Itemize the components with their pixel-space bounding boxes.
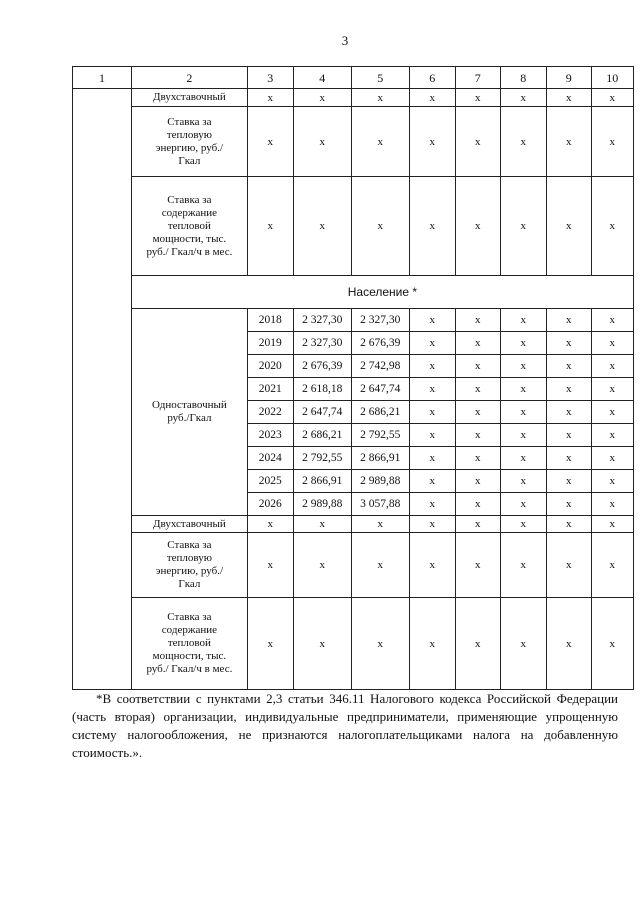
tariff-value: 2 866,91 (351, 447, 409, 470)
table-row (73, 516, 634, 533)
x-cell: х (591, 177, 633, 276)
year-cell: 2022 (247, 401, 293, 424)
x-cell: х (409, 355, 455, 378)
capacity-rate-label: Ставка за содержание тепловой мощности, тыс. руб./ Гкал/ч в мес. (132, 598, 248, 690)
column-header-4: 4 (293, 67, 351, 89)
x-cell: х (500, 533, 546, 598)
x-cell: х (409, 424, 455, 447)
two-part-label: Двухставочный (132, 516, 248, 533)
x-cell: х (409, 332, 455, 355)
x-cell: х (455, 424, 500, 447)
table-row (73, 533, 634, 598)
x-cell: х (500, 470, 546, 493)
column-header-3: 3 (247, 67, 293, 89)
x-cell: х (247, 516, 293, 533)
x-cell: х (546, 309, 591, 332)
x-cell: х (546, 598, 591, 690)
x-cell: х (455, 355, 500, 378)
x-cell: х (591, 424, 633, 447)
tariff-value: 2 327,30 (351, 309, 409, 332)
year-row (73, 309, 634, 332)
x-cell: х (546, 493, 591, 516)
x-cell: х (351, 177, 409, 276)
x-cell: х (351, 598, 409, 690)
x-cell: х (455, 533, 500, 598)
x-cell: х (546, 401, 591, 424)
x-cell: х (455, 309, 500, 332)
tariff-value: 2 647,74 (293, 401, 351, 424)
x-cell: х (500, 424, 546, 447)
column-header-1: 1 (73, 67, 132, 89)
x-cell: х (409, 89, 455, 107)
year-cell: 2025 (247, 470, 293, 493)
tariff-value: 2 792,55 (293, 447, 351, 470)
x-cell: х (455, 177, 500, 276)
year-cell: 2024 (247, 447, 293, 470)
tariff-value: 3 057,88 (351, 493, 409, 516)
merged-column-1 (73, 89, 132, 690)
x-cell: х (546, 355, 591, 378)
tariff-table (72, 66, 634, 690)
header-row (73, 67, 634, 89)
column-header-10: 10 (591, 67, 633, 89)
year-cell: 2021 (247, 378, 293, 401)
x-cell: х (293, 89, 351, 107)
x-cell: х (591, 516, 633, 533)
x-cell: х (546, 332, 591, 355)
x-cell: х (500, 309, 546, 332)
x-cell: х (546, 516, 591, 533)
x-cell: х (409, 533, 455, 598)
x-cell: х (409, 493, 455, 516)
x-cell: х (293, 107, 351, 177)
tariff-value: 2 686,21 (293, 424, 351, 447)
column-header-9: 9 (546, 67, 591, 89)
column-header-6: 6 (409, 67, 455, 89)
tariff-value: 2 989,88 (351, 470, 409, 493)
x-cell: х (293, 598, 351, 690)
x-cell: х (546, 89, 591, 107)
section-row (73, 276, 634, 309)
x-cell: х (409, 447, 455, 470)
x-cell: х (455, 470, 500, 493)
x-cell: х (591, 401, 633, 424)
tariff-value: 2 327,30 (293, 332, 351, 355)
tariff-value: 2 866,91 (293, 470, 351, 493)
x-cell: х (293, 533, 351, 598)
x-cell: х (351, 516, 409, 533)
tariff-value: 2 989,88 (293, 493, 351, 516)
x-cell: х (500, 177, 546, 276)
section-title: Население * (132, 276, 634, 309)
column-header-8: 8 (500, 67, 546, 89)
x-cell: х (500, 447, 546, 470)
table-row (73, 177, 634, 276)
table-row (73, 89, 634, 107)
x-cell: х (591, 378, 633, 401)
footnote-text: *В соответствии с пунктами 2,3 статьи 346.11 Налогового кодекса Российской Федерации (часть вторая) организации, индивидуальные предприниматели, применяющие упрощенную систему налогообложения, не признаются налогоплательщиками налога на добавленную стоимость.». (72, 691, 618, 760)
x-cell: х (591, 533, 633, 598)
x-cell: х (500, 493, 546, 516)
x-cell: х (409, 378, 455, 401)
x-cell: х (546, 447, 591, 470)
year-cell: 2026 (247, 493, 293, 516)
heat-rate-label: Ставка за тепловую энергию, руб./Гкал (132, 533, 248, 598)
x-cell: х (500, 516, 546, 533)
x-cell: х (455, 401, 500, 424)
x-cell: х (351, 89, 409, 107)
year-cell: 2019 (247, 332, 293, 355)
x-cell: х (591, 470, 633, 493)
x-cell: х (351, 533, 409, 598)
x-cell: х (591, 309, 633, 332)
x-cell: х (455, 447, 500, 470)
x-cell: х (455, 598, 500, 690)
tariff-value: 2 618,18 (293, 378, 351, 401)
table-row (73, 107, 634, 177)
x-cell: х (500, 107, 546, 177)
x-cell: х (293, 516, 351, 533)
x-cell: х (591, 107, 633, 177)
tariff-value: 2 792,55 (351, 424, 409, 447)
x-cell: х (409, 177, 455, 276)
x-cell: х (546, 177, 591, 276)
x-cell: х (247, 89, 293, 107)
x-cell: х (546, 107, 591, 177)
heat-rate-label: Ставка за тепловую энергию, руб./Гкал (132, 107, 248, 177)
tariff-value: 2 676,39 (293, 355, 351, 378)
x-cell: х (455, 378, 500, 401)
x-cell: х (455, 493, 500, 516)
x-cell: х (409, 516, 455, 533)
x-cell: х (500, 355, 546, 378)
x-cell: х (591, 332, 633, 355)
x-cell: х (409, 107, 455, 177)
column-header-2: 2 (132, 67, 248, 89)
tariff-value: 2 742,98 (351, 355, 409, 378)
x-cell: х (500, 401, 546, 424)
tariff-value: 2 647,74 (351, 378, 409, 401)
x-cell: х (546, 533, 591, 598)
x-cell: х (500, 598, 546, 690)
footnote (72, 690, 618, 762)
tariff-value: 2 676,39 (351, 332, 409, 355)
x-cell: х (409, 309, 455, 332)
x-cell: х (455, 89, 500, 107)
page-number: 3 (341, 33, 349, 48)
x-cell: х (409, 598, 455, 690)
year-cell: 2023 (247, 424, 293, 447)
column-header-7: 7 (455, 67, 500, 89)
x-cell: х (247, 177, 293, 276)
x-cell: х (455, 107, 500, 177)
tariff-value: 2 327,30 (293, 309, 351, 332)
x-cell: х (455, 332, 500, 355)
x-cell: х (500, 89, 546, 107)
tariff-value: 2 686,21 (351, 401, 409, 424)
x-cell: х (546, 378, 591, 401)
x-cell: х (293, 177, 351, 276)
x-cell: х (351, 107, 409, 177)
x-cell: х (591, 89, 633, 107)
x-cell: х (247, 107, 293, 177)
x-cell: х (591, 447, 633, 470)
x-cell: х (591, 493, 633, 516)
x-cell: х (409, 401, 455, 424)
x-cell: х (247, 533, 293, 598)
year-cell: 2020 (247, 355, 293, 378)
year-cell: 2018 (247, 309, 293, 332)
x-cell: х (591, 598, 633, 690)
x-cell: х (500, 378, 546, 401)
x-cell: х (591, 355, 633, 378)
table-row (73, 598, 634, 690)
x-cell: х (546, 470, 591, 493)
single-part-label: Одноставочный руб./Гкал (132, 309, 248, 516)
capacity-rate-label: Ставка за содержание тепловой мощности, тыс. руб./ Гкал/ч в мес. (132, 177, 248, 276)
x-cell: х (546, 424, 591, 447)
two-part-label: Двухставочный (132, 89, 248, 107)
x-cell: х (500, 332, 546, 355)
x-cell: х (409, 470, 455, 493)
x-cell: х (247, 598, 293, 690)
column-header-5: 5 (351, 67, 409, 89)
x-cell: х (455, 516, 500, 533)
